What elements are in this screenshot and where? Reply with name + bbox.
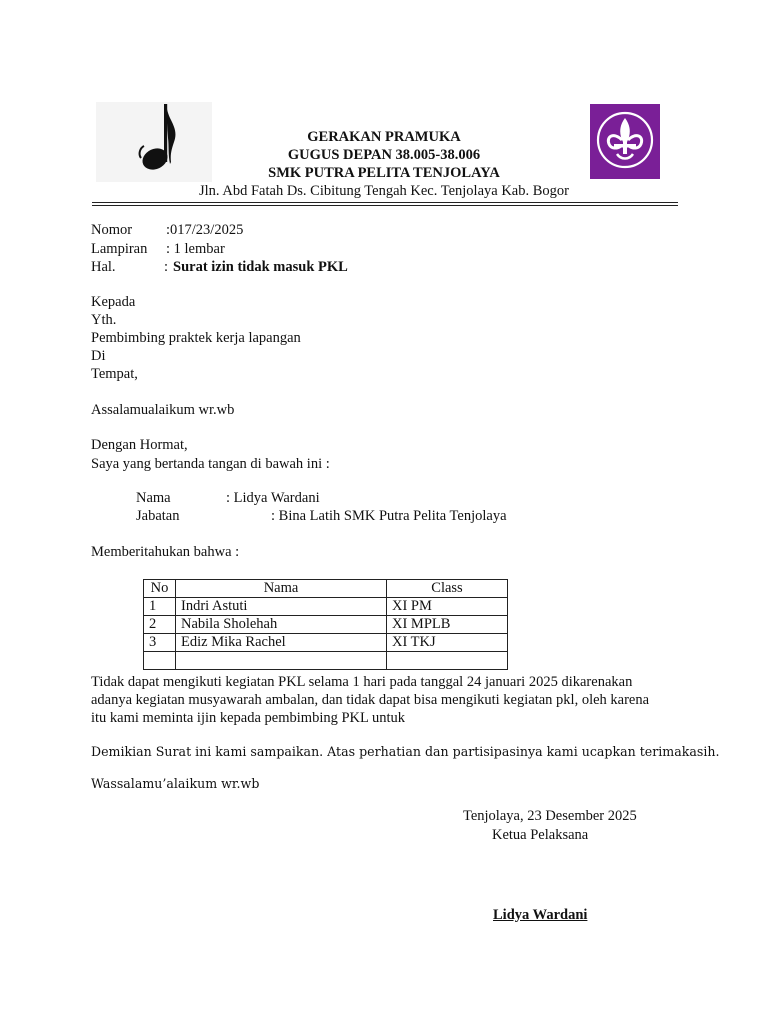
signer-nama-value: : Lidya Wardani [226,490,320,506]
letterhead-organization: GERAKAN PRAMUKA [307,129,461,145]
nomor-label: Nomor [91,222,133,238]
table-header-cell: No [144,580,176,598]
table-cell: 3 [144,634,176,652]
farewell-text: Wassalamu’alaikum wr.wb [91,776,260,791]
letterhead-address: Jln. Abd Fatah Ds. Cibitung Tengah Kec. Tenjolaya Kab. Bogor [199,183,569,199]
notify-text: Memberitahukan bahwa : [91,544,240,560]
table-header-cell: Class [387,580,508,598]
table-cell: Nabila Sholehah [176,616,387,634]
table-row [144,598,508,616]
table-row [144,616,508,634]
signer-jabatan-label: Jabatan [136,508,180,524]
recipient-line: Yth. [91,312,117,328]
letterhead-school: SMK PUTRA PELITA TENJOLAYA [268,165,500,181]
letterhead-unit: GUGUS DEPAN 38.005-38.006 [287,147,481,163]
body-line: itu kami meminta ijin kepada pembimbing PKL untuk [91,710,405,726]
lampiran-value: : 1 lembar [166,241,225,257]
closing-text: Demikian Surat ini kami sampaikan. Atas perhatian dan partisipasinya kami ucapkan terimakasih. [91,744,720,759]
table-row [144,652,508,670]
table-cell: 1 [144,598,176,616]
signature-name: Lidya Wardani [493,907,588,923]
table-cell: Ediz Mika Rachel [176,634,387,652]
table-header-row [144,580,508,598]
table-cell [144,652,176,670]
recipient-line: Di [91,348,106,364]
recipient-line: Tempat, [91,366,138,382]
signature-place-date: Tenjolaya, 23 Desember 2025 [463,808,637,824]
table-cell: 2 [144,616,176,634]
lampiran-label: Lampiran [91,241,148,257]
letterhead-divider-bottom [92,205,678,206]
table-cell [176,652,387,670]
table-cell: XI MPLB [387,616,508,634]
opening-line: Dengan Hormat, [91,437,188,453]
table-header-cell: Nama [176,580,387,598]
recipient-line: Pembimbing praktek kerja lapangan [91,330,301,346]
students-table [143,579,508,670]
body-line: adanya kegiatan musyawarah ambalan, dan tidak dapat bisa mengikuti kegiatan pkl, oleh karena [91,692,650,708]
letterhead-divider-top [92,202,678,203]
hal-label: Hal. [91,259,116,275]
opening-line: Saya yang bertanda tangan di bawah ini : [91,456,330,472]
table-cell: XI PM [387,598,508,616]
signer-nama-label: Nama [136,490,171,506]
greeting: Assalamualaikum wr.wb [91,402,235,418]
hal-value: Surat izin tidak masuk PKL [173,259,348,275]
table-row [144,634,508,652]
table-cell [387,652,508,670]
signature-role: Ketua Pelaksana [492,827,589,843]
hal-colon: : [164,259,169,275]
signer-jabatan-value: : Bina Latih SMK Putra Pelita Tenjolaya [271,508,507,524]
table-cell: Indri Astuti [176,598,387,616]
table-cell: XI TKJ [387,634,508,652]
nomor-value: :017/23/2025 [166,222,244,238]
recipient-line: Kepada [91,294,136,310]
body-line: Tidak dapat mengikuti kegiatan PKL selama 1 hari pada tanggal 24 januari 2025 dikarenakan [91,674,633,690]
